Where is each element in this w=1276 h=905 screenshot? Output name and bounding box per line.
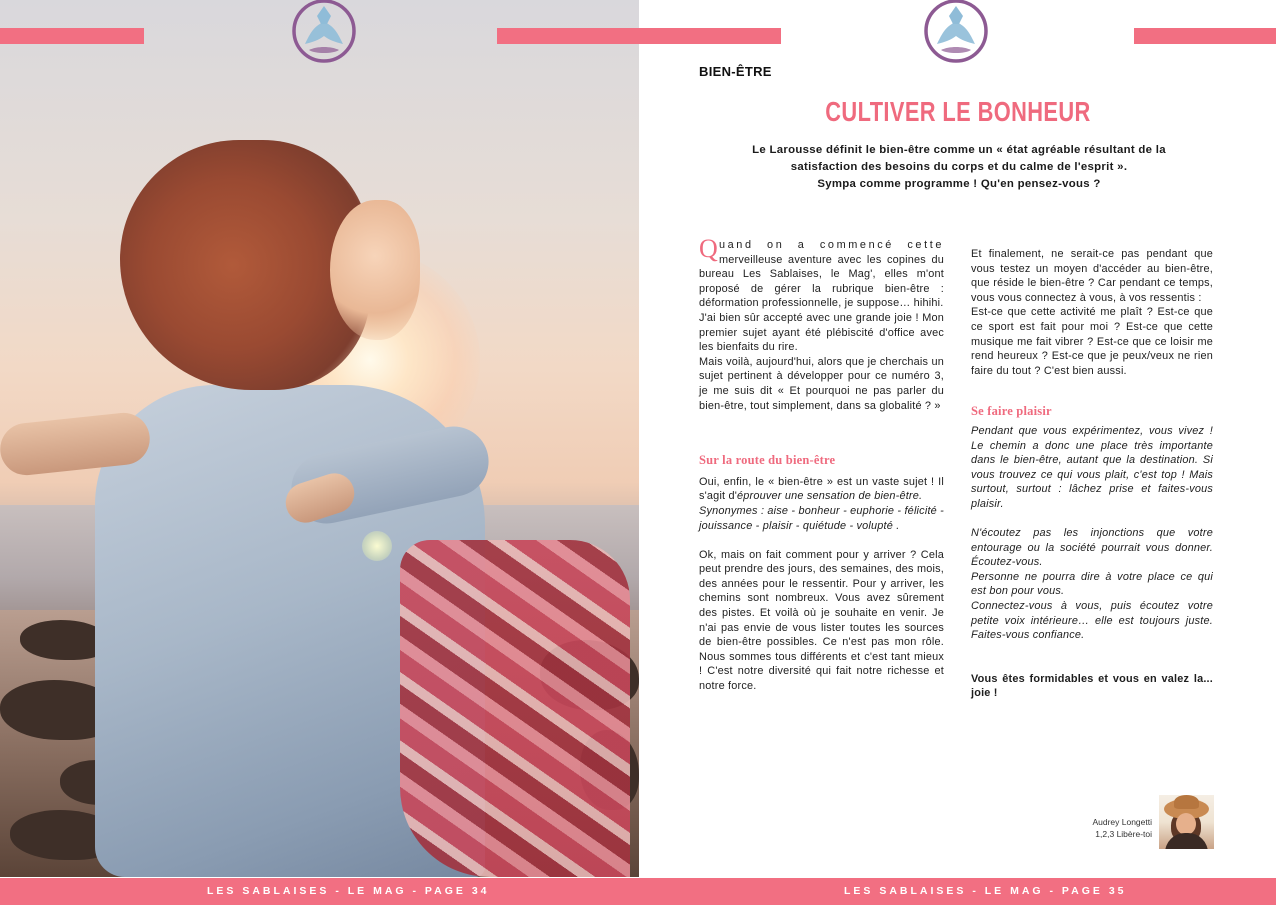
synonyms: Synonymes : aise - bonheur - euphorie - félicité - jouissance - plaisir - quiétude - volupté . — [699, 504, 944, 532]
paragraph: Mais voilà, aujourd'hui, alors que je cherchais un sujet pertinent à développer pour ce numéro 3, je me suis dit « Et pourquoi ne pas parler du bien-être, tout simplement, dans sa globalité ? » — [699, 355, 944, 412]
article-column-2 — [971, 247, 1213, 701]
lens-flare — [362, 531, 392, 561]
footer-bar — [0, 878, 1276, 905]
paragraph-text: merveilleuse aventure avec les copines du bureau Les Sablaises, le Mag', elles m'ont proposé de gérer la rubrique bien-être : déformation professionnelle, je suppose… hihihi. — [699, 253, 944, 310]
intro-line-1 — [700, 142, 1218, 159]
lotus-logo-icon — [291, 0, 357, 66]
lotus-logo-icon — [923, 0, 989, 66]
emphasis: Connectez-vous à vous, puis écoutez votre petite voix intérieure… elle est toujours juste. Faites-vous confiance. — [971, 600, 1213, 642]
subheading: Sur la route du bien-être — [699, 453, 836, 468]
intro-line-3: Sympa comme programme ! Qu'en pensez-vous ? — [817, 178, 1101, 190]
article-column-1 — [699, 234, 944, 694]
paragraph — [699, 475, 944, 504]
intro-line-2: satisfaction des besoins du corps et du calme de l'esprit ». — [790, 161, 1128, 173]
author-body — [1165, 833, 1208, 849]
article-title: CULTIVER LE BONHEUR — [825, 96, 1091, 127]
spacer — [699, 533, 944, 548]
article-intro — [700, 142, 1218, 193]
intro-bold: bien-être — [879, 144, 931, 156]
face — [330, 200, 420, 340]
emphasis: Pendant que vous expérimentez, vous vivez ! Le chemin a donc une place très importante dans le bien-être, autant que la destination. Si vous trouvez ce qui vous plait, c'est top ! Mais surtout, surtout : lâchez prise et faites-vous plaisir. — [971, 424, 1213, 510]
red-scarf — [400, 540, 630, 877]
author-hat-crown — [1174, 795, 1199, 809]
paragraph — [971, 424, 1213, 512]
author-photo — [1159, 795, 1214, 849]
spacer — [699, 413, 944, 453]
author-signature — [1060, 816, 1152, 840]
author-face — [1176, 813, 1196, 835]
paragraph — [699, 234, 944, 311]
emphasis: N'écoutez pas les injonctions que votre entourage ou la société pourrait vous donner. Écoutez-vous. — [971, 527, 1213, 569]
header-bar-center — [497, 28, 781, 44]
spacer — [699, 468, 944, 475]
author-name: Audrey Longetti — [1092, 817, 1152, 827]
paragraph — [971, 599, 1213, 643]
cover-photo — [0, 0, 639, 877]
closing-line: Vous êtes formidables et vous en valez la... joie ! — [971, 672, 1213, 700]
paragraph: Est-ce que cette activité me plaît ? Est-ce que ce sport est fait pour moi ? Est-ce que cette musique me fait vibrer ? Est-ce que ce loisir me rend heureux ? Est-ce que je peux/veux ne rien faire du tout ? C'est bien aussi. — [971, 306, 1213, 377]
paragraph — [699, 504, 944, 533]
emphasis: Personne ne pourra dire à votre place ce qui est bon pour vous. — [971, 570, 1213, 598]
footer-page-35: LES SABLAISES - LE MAG - PAGE 35 — [844, 885, 1127, 897]
header-bar-right — [1134, 28, 1276, 44]
emphasis: éprouver une sensation de bien-être. — [737, 490, 923, 503]
paragraph — [971, 570, 1213, 599]
footer-page-34: LES SABLAISES - LE MAG - PAGE 34 — [207, 885, 490, 897]
section-tag: BIEN-ÊTRE — [699, 64, 772, 79]
paragraph: Et finalement, ne serait-ce pas pendant que vous testez un moyen d'accéder au bien-être, que réside le bien-être ? Car pendant ce temps, vous vous connectez à vous, à vos ressentis : — [971, 248, 1213, 304]
first-line: uand on a commencé cette — [718, 239, 944, 251]
spacer — [971, 512, 1213, 527]
header-bar-left — [0, 28, 144, 44]
paragraph: Ok, mais on fait comment pour y arriver ? Cela peut prendre des jours, des semaines, des mois, des années pour le ressentir. Pour y arriver, les chemins sont nombreux. Vous avez sûrement des pistes. Et voilà où je souhaite en venir. Je n'ai pas envie de vous lister toutes les sources de bien-être possibles. Ce n'est pas mon rôle. Nous sommes tous différents et c'est tant mieux ! C'est notre diversité qui fait notre richesse et notre force. — [699, 548, 944, 693]
subheading: Se faire plaisir — [971, 404, 1052, 419]
intro-text: comme un « état agréable résultant de la — [930, 144, 1166, 156]
author-business: 1,2,3 Libère-toi — [1095, 829, 1152, 839]
paragraph-text: Oui, enfin, le « bien-être » est un vaste sujet ! Il s'agit d' — [699, 475, 944, 503]
spacer — [971, 378, 1213, 404]
paragraph: J'ai bien sûr accepté avec une grande joie ! Mon premier sujet ayant été plébiscité d'office avec les bienfaits du rire. — [699, 311, 944, 354]
spacer — [971, 643, 1213, 672]
drop-cap: Q — [699, 234, 718, 263]
intro-text: Le Larousse définit le — [752, 144, 880, 156]
paragraph — [971, 526, 1213, 570]
